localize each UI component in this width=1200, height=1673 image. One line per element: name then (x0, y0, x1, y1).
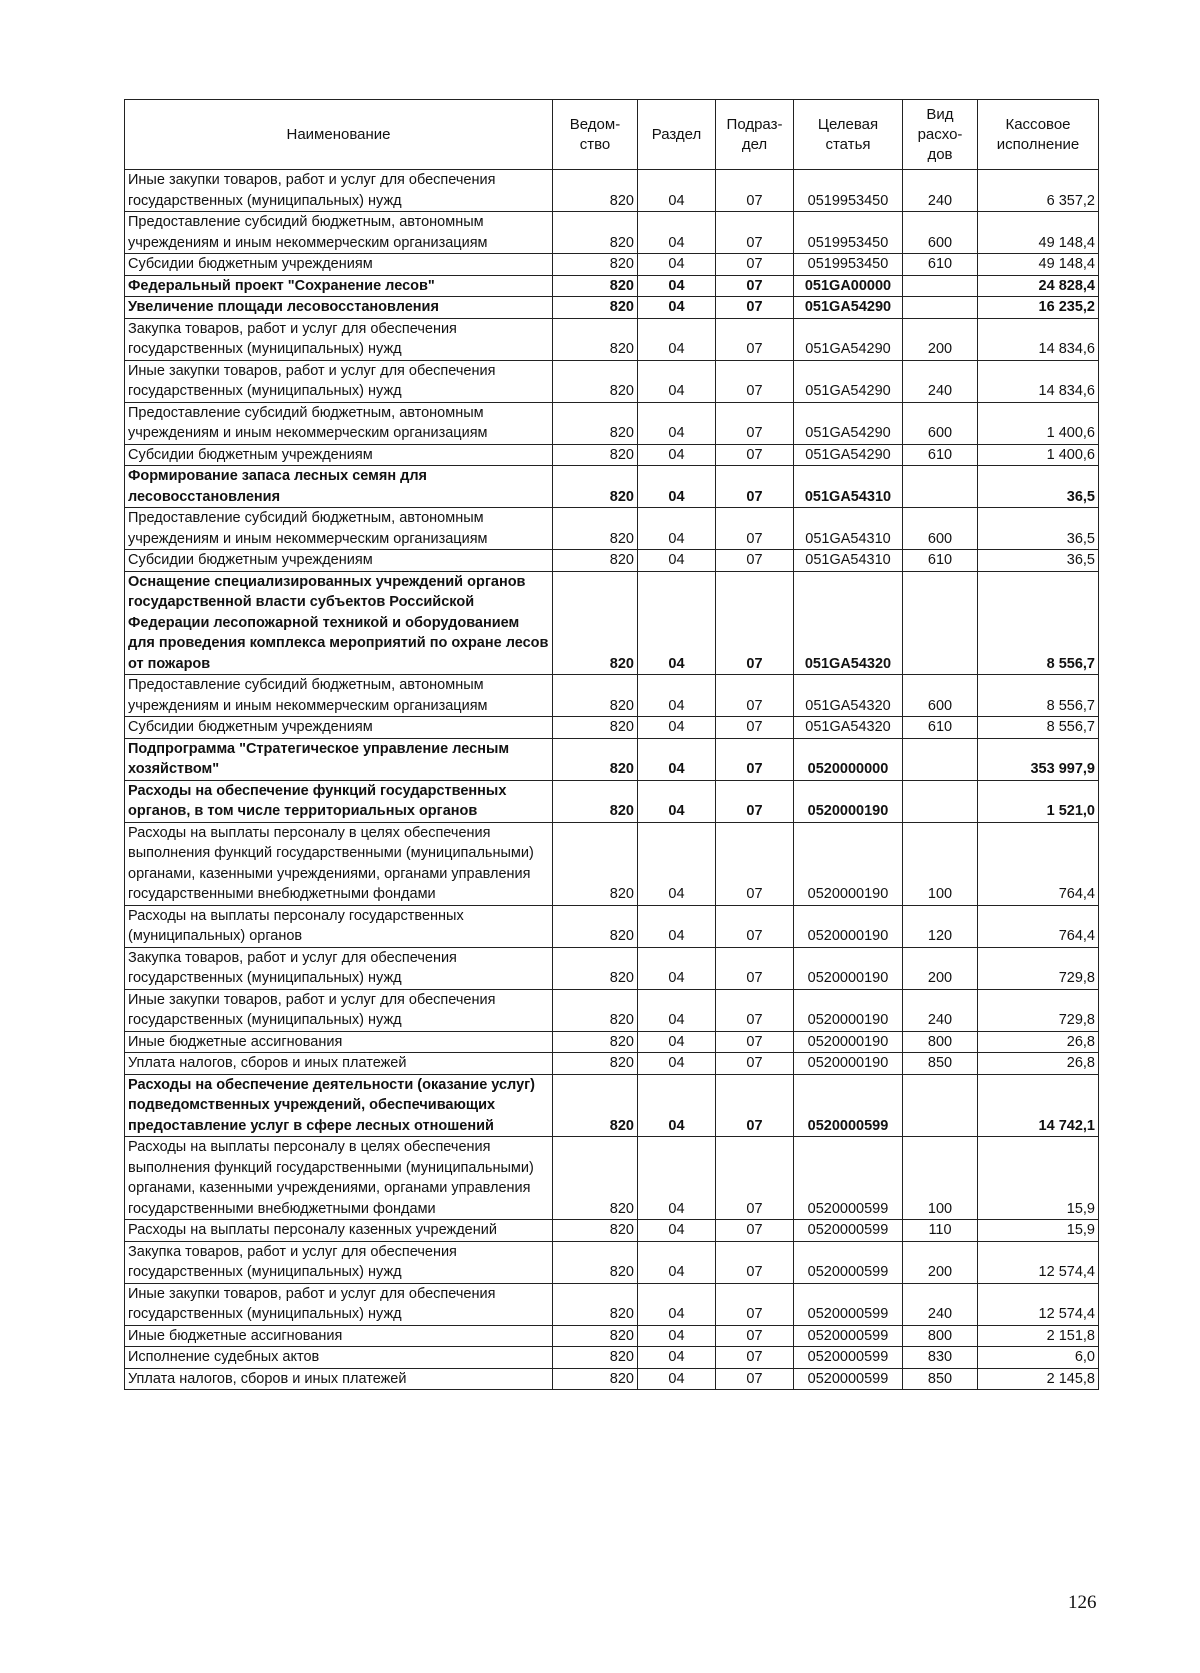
cell-podrazdel: 07 (716, 1053, 794, 1075)
cell-podrazdel: 07 (716, 360, 794, 402)
cell-vid: 240 (903, 360, 978, 402)
cell-kassa: 49 148,4 (978, 254, 1099, 276)
cell-name: Субсидии бюджетным учреждениям (125, 444, 553, 466)
cell-statya: 051GA54320 (794, 571, 903, 675)
header-name: Наименование (125, 100, 553, 170)
table-row (125, 780, 1099, 822)
cell-vid: 600 (903, 402, 978, 444)
cell-vid (903, 1074, 978, 1137)
cell-ved: 820 (553, 675, 638, 717)
cell-vid: 600 (903, 675, 978, 717)
cell-razdel: 04 (638, 550, 716, 572)
cell-podrazdel: 07 (716, 508, 794, 550)
cell-podrazdel: 07 (716, 1074, 794, 1137)
table-row (125, 318, 1099, 360)
cell-podrazdel: 07 (716, 297, 794, 319)
cell-razdel: 04 (638, 1241, 716, 1283)
table-row (125, 297, 1099, 319)
cell-ved: 820 (553, 1368, 638, 1390)
cell-vid: 600 (903, 212, 978, 254)
header-razdel: Раздел (638, 100, 716, 170)
cell-vid (903, 466, 978, 508)
header-statya: Целевая статья (794, 100, 903, 170)
cell-razdel: 04 (638, 947, 716, 989)
cell-statya: 051GA54310 (794, 466, 903, 508)
cell-ved: 820 (553, 360, 638, 402)
cell-kassa: 26,8 (978, 1053, 1099, 1075)
table-row (125, 905, 1099, 947)
cell-razdel: 04 (638, 1283, 716, 1325)
table-row (125, 254, 1099, 276)
cell-vid: 610 (903, 717, 978, 739)
cell-name: Увеличение площади лесовосстановления (125, 297, 553, 319)
cell-statya: 051GA54320 (794, 675, 903, 717)
cell-name: Иные бюджетные ассигнования (125, 1031, 553, 1053)
cell-kassa: 1 400,6 (978, 444, 1099, 466)
cell-name: Исполнение судебных актов (125, 1347, 553, 1369)
cell-statya: 0520000599 (794, 1325, 903, 1347)
cell-podrazdel: 07 (716, 1368, 794, 1390)
cell-podrazdel: 07 (716, 444, 794, 466)
cell-kassa: 729,8 (978, 947, 1099, 989)
cell-vid: 240 (903, 1283, 978, 1325)
cell-statya: 0520000599 (794, 1347, 903, 1369)
cell-name: Иные закупки товаров, работ и услуг для обеспечения государственных (муниципальных) нужд (125, 1283, 553, 1325)
table-row (125, 822, 1099, 905)
cell-razdel: 04 (638, 1031, 716, 1053)
cell-name: Уплата налогов, сборов и иных платежей (125, 1053, 553, 1075)
cell-vid: 110 (903, 1220, 978, 1242)
cell-kassa: 26,8 (978, 1031, 1099, 1053)
cell-kassa: 764,4 (978, 905, 1099, 947)
cell-name: Предоставление субсидий бюджетным, автономным учреждениям и иным некоммерческим организациям (125, 508, 553, 550)
cell-kassa: 729,8 (978, 989, 1099, 1031)
cell-vid: 610 (903, 444, 978, 466)
cell-kassa: 6 357,2 (978, 170, 1099, 212)
cell-razdel: 04 (638, 444, 716, 466)
cell-statya: 0520000190 (794, 1031, 903, 1053)
cell-podrazdel: 07 (716, 905, 794, 947)
cell-podrazdel: 07 (716, 275, 794, 297)
header-podrazdel: Подраз- дел (716, 100, 794, 170)
cell-name: Расходы на выплаты персоналу в целях обеспечения выполнения функций государственными (муниципальными) органами, казенными учреждениями, органами управления государственными внебюджетными фондами (125, 1137, 553, 1220)
cell-razdel: 04 (638, 1053, 716, 1075)
cell-ved: 820 (553, 508, 638, 550)
cell-kassa: 14 742,1 (978, 1074, 1099, 1137)
cell-statya: 0519953450 (794, 254, 903, 276)
cell-ved: 820 (553, 318, 638, 360)
cell-kassa: 24 828,4 (978, 275, 1099, 297)
cell-ved: 820 (553, 1241, 638, 1283)
cell-podrazdel: 07 (716, 466, 794, 508)
cell-ved: 820 (553, 444, 638, 466)
cell-ved: 820 (553, 905, 638, 947)
cell-podrazdel: 07 (716, 402, 794, 444)
cell-razdel: 04 (638, 170, 716, 212)
budget-execution-table (124, 99, 1099, 1390)
cell-ved: 820 (553, 550, 638, 572)
table-row (125, 1347, 1099, 1369)
cell-vid: 200 (903, 947, 978, 989)
cell-razdel: 04 (638, 1220, 716, 1242)
table-row (125, 1368, 1099, 1390)
cell-vid: 200 (903, 1241, 978, 1283)
cell-name: Предоставление субсидий бюджетным, автономным учреждениям и иным некоммерческим организациям (125, 675, 553, 717)
cell-ved: 820 (553, 1074, 638, 1137)
cell-vid: 850 (903, 1368, 978, 1390)
cell-kassa: 8 556,7 (978, 675, 1099, 717)
cell-name: Предоставление субсидий бюджетным, автономным учреждениям и иным некоммерческим организациям (125, 402, 553, 444)
cell-razdel: 04 (638, 1368, 716, 1390)
table-row (125, 1031, 1099, 1053)
cell-podrazdel: 07 (716, 1220, 794, 1242)
cell-vid: 240 (903, 170, 978, 212)
table-row (125, 1137, 1099, 1220)
cell-vid: 850 (903, 1053, 978, 1075)
cell-ved: 820 (553, 738, 638, 780)
table-row (125, 360, 1099, 402)
cell-podrazdel: 07 (716, 822, 794, 905)
cell-razdel: 04 (638, 780, 716, 822)
cell-podrazdel: 07 (716, 780, 794, 822)
page-number: 126 (1068, 1592, 1097, 1613)
cell-statya: 0520000000 (794, 738, 903, 780)
table-row (125, 508, 1099, 550)
cell-kassa: 14 834,6 (978, 360, 1099, 402)
table-row (125, 675, 1099, 717)
table-row (125, 550, 1099, 572)
cell-statya: 051GA54290 (794, 402, 903, 444)
cell-vid: 120 (903, 905, 978, 947)
table-header (125, 100, 1099, 170)
cell-podrazdel: 07 (716, 170, 794, 212)
cell-kassa: 15,9 (978, 1137, 1099, 1220)
cell-name: Иные бюджетные ассигнования (125, 1325, 553, 1347)
cell-name: Расходы на обеспечение функций государственных органов, в том числе территориальных органов (125, 780, 553, 822)
cell-statya: 0520000599 (794, 1137, 903, 1220)
cell-vid: 200 (903, 318, 978, 360)
cell-ved: 820 (553, 466, 638, 508)
cell-statya: 0520000190 (794, 905, 903, 947)
cell-statya: 0520000599 (794, 1368, 903, 1390)
cell-statya: 051GA00000 (794, 275, 903, 297)
cell-vid (903, 297, 978, 319)
cell-name: Закупка товаров, работ и услуг для обеспечения государственных (муниципальных) нужд (125, 318, 553, 360)
cell-razdel: 04 (638, 1347, 716, 1369)
cell-name: Подпрограмма "Стратегическое управление лесным хозяйством" (125, 738, 553, 780)
cell-vid: 100 (903, 1137, 978, 1220)
cell-podrazdel: 07 (716, 571, 794, 675)
cell-kassa: 764,4 (978, 822, 1099, 905)
cell-vid: 610 (903, 550, 978, 572)
cell-razdel: 04 (638, 571, 716, 675)
cell-podrazdel: 07 (716, 1031, 794, 1053)
cell-kassa: 14 834,6 (978, 318, 1099, 360)
cell-name: Расходы на выплаты персоналу в целях обеспечения выполнения функций государственными (муниципальными) органами, казенными учреждениями, органами управления государственными внебюджетными фондами (125, 822, 553, 905)
cell-razdel: 04 (638, 254, 716, 276)
cell-ved: 820 (553, 947, 638, 989)
cell-kassa: 16 235,2 (978, 297, 1099, 319)
cell-statya: 051GA54290 (794, 318, 903, 360)
cell-kassa: 15,9 (978, 1220, 1099, 1242)
cell-razdel: 04 (638, 466, 716, 508)
cell-statya: 051GA54310 (794, 550, 903, 572)
cell-name: Расходы на обеспечение деятельности (оказание услуг) подведомственных учреждений, обеспечивающих предоставление услуг в сфере лесных отношений (125, 1074, 553, 1137)
cell-razdel: 04 (638, 318, 716, 360)
cell-name: Оснащение специализированных учреждений органов государственной власти субъектов Российской Федерации лесопожарной техникой и оборудованием для проведения комплекса мероприятий по охране лесов от пожаров (125, 571, 553, 675)
table-row (125, 402, 1099, 444)
cell-ved: 820 (553, 1283, 638, 1325)
table-row (125, 466, 1099, 508)
cell-razdel: 04 (638, 212, 716, 254)
cell-ved: 820 (553, 1220, 638, 1242)
table-body (125, 170, 1099, 1390)
cell-kassa: 36,5 (978, 466, 1099, 508)
cell-ved: 820 (553, 1137, 638, 1220)
cell-kassa: 12 574,4 (978, 1241, 1099, 1283)
cell-statya: 0520000599 (794, 1283, 903, 1325)
cell-statya: 0520000190 (794, 989, 903, 1031)
table-row (125, 571, 1099, 675)
cell-statya: 0520000190 (794, 947, 903, 989)
cell-razdel: 04 (638, 402, 716, 444)
cell-name: Иные закупки товаров, работ и услуг для обеспечения государственных (муниципальных) нужд (125, 989, 553, 1031)
cell-statya: 0520000599 (794, 1241, 903, 1283)
cell-podrazdel: 07 (716, 1325, 794, 1347)
cell-statya: 051GA54290 (794, 444, 903, 466)
cell-razdel: 04 (638, 1074, 716, 1137)
cell-podrazdel: 07 (716, 318, 794, 360)
cell-kassa: 2 151,8 (978, 1325, 1099, 1347)
cell-podrazdel: 07 (716, 212, 794, 254)
cell-name: Расходы на выплаты персоналу казенных учреждений (125, 1220, 553, 1242)
cell-ved: 820 (553, 989, 638, 1031)
cell-razdel: 04 (638, 675, 716, 717)
table-row (125, 947, 1099, 989)
cell-podrazdel: 07 (716, 717, 794, 739)
cell-name: Субсидии бюджетным учреждениям (125, 254, 553, 276)
cell-podrazdel: 07 (716, 947, 794, 989)
cell-vid: 610 (903, 254, 978, 276)
cell-kassa: 8 556,7 (978, 717, 1099, 739)
cell-name: Субсидии бюджетным учреждениям (125, 550, 553, 572)
header-ved: Ведом- ство (553, 100, 638, 170)
cell-vid (903, 275, 978, 297)
cell-statya: 0519953450 (794, 170, 903, 212)
cell-name: Закупка товаров, работ и услуг для обеспечения государственных (муниципальных) нужд (125, 947, 553, 989)
table-row (125, 1053, 1099, 1075)
cell-ved: 820 (553, 275, 638, 297)
cell-vid: 100 (903, 822, 978, 905)
cell-ved: 820 (553, 254, 638, 276)
table-row (125, 444, 1099, 466)
cell-vid (903, 738, 978, 780)
cell-podrazdel: 07 (716, 1241, 794, 1283)
cell-statya: 051GA54310 (794, 508, 903, 550)
cell-razdel: 04 (638, 508, 716, 550)
cell-name: Иные закупки товаров, работ и услуг для обеспечения государственных (муниципальных) нужд (125, 170, 553, 212)
header-vid: Вид расхо- дов (903, 100, 978, 170)
cell-ved: 820 (553, 780, 638, 822)
table-row (125, 1283, 1099, 1325)
cell-ved: 820 (553, 1031, 638, 1053)
cell-kassa: 49 148,4 (978, 212, 1099, 254)
cell-podrazdel: 07 (716, 550, 794, 572)
cell-statya: 0520000190 (794, 822, 903, 905)
table-row (125, 989, 1099, 1031)
table-row (125, 212, 1099, 254)
cell-razdel: 04 (638, 989, 716, 1031)
table-row (125, 170, 1099, 212)
cell-razdel: 04 (638, 1325, 716, 1347)
cell-statya: 051GA54290 (794, 360, 903, 402)
table-row (125, 275, 1099, 297)
cell-kassa: 353 997,9 (978, 738, 1099, 780)
table-row (125, 1074, 1099, 1137)
cell-vid: 800 (903, 1325, 978, 1347)
cell-vid: 830 (903, 1347, 978, 1369)
cell-razdel: 04 (638, 297, 716, 319)
cell-ved: 820 (553, 1053, 638, 1075)
cell-razdel: 04 (638, 738, 716, 780)
cell-statya: 051GA54320 (794, 717, 903, 739)
cell-ved: 820 (553, 717, 638, 739)
cell-kassa: 36,5 (978, 508, 1099, 550)
cell-podrazdel: 07 (716, 738, 794, 780)
cell-razdel: 04 (638, 360, 716, 402)
table-row (125, 1241, 1099, 1283)
table-row (125, 717, 1099, 739)
cell-vid: 240 (903, 989, 978, 1031)
cell-razdel: 04 (638, 275, 716, 297)
cell-vid: 600 (903, 508, 978, 550)
cell-kassa: 1 400,6 (978, 402, 1099, 444)
cell-podrazdel: 07 (716, 989, 794, 1031)
cell-podrazdel: 07 (716, 1347, 794, 1369)
cell-ved: 820 (553, 571, 638, 675)
cell-name: Расходы на выплаты персоналу государственных (муниципальных) органов (125, 905, 553, 947)
cell-razdel: 04 (638, 905, 716, 947)
cell-kassa: 1 521,0 (978, 780, 1099, 822)
cell-statya: 051GA54290 (794, 297, 903, 319)
cell-name: Субсидии бюджетным учреждениям (125, 717, 553, 739)
cell-podrazdel: 07 (716, 254, 794, 276)
cell-name: Формирование запаса лесных семян для лесовосстановления (125, 466, 553, 508)
cell-name: Предоставление субсидий бюджетным, автономным учреждениям и иным некоммерческим организациям (125, 212, 553, 254)
cell-podrazdel: 07 (716, 675, 794, 717)
cell-vid: 800 (903, 1031, 978, 1053)
cell-name: Федеральный проект "Сохранение лесов" (125, 275, 553, 297)
cell-statya: 0520000599 (794, 1074, 903, 1137)
cell-razdel: 04 (638, 1137, 716, 1220)
cell-name: Иные закупки товаров, работ и услуг для обеспечения государственных (муниципальных) нужд (125, 360, 553, 402)
cell-statya: 0520000599 (794, 1220, 903, 1242)
cell-kassa: 12 574,4 (978, 1283, 1099, 1325)
cell-ved: 820 (553, 402, 638, 444)
cell-ved: 820 (553, 170, 638, 212)
cell-name: Закупка товаров, работ и услуг для обеспечения государственных (муниципальных) нужд (125, 1241, 553, 1283)
cell-kassa: 36,5 (978, 550, 1099, 572)
cell-ved: 820 (553, 1325, 638, 1347)
cell-kassa: 8 556,7 (978, 571, 1099, 675)
cell-vid (903, 780, 978, 822)
cell-ved: 820 (553, 297, 638, 319)
cell-razdel: 04 (638, 717, 716, 739)
cell-razdel: 04 (638, 822, 716, 905)
cell-statya: 0520000190 (794, 780, 903, 822)
cell-ved: 820 (553, 1347, 638, 1369)
header-kassa: Кассовое исполнение (978, 100, 1099, 170)
table-row (125, 738, 1099, 780)
cell-podrazdel: 07 (716, 1137, 794, 1220)
cell-statya: 0519953450 (794, 212, 903, 254)
table-row (125, 1220, 1099, 1242)
cell-kassa: 2 145,8 (978, 1368, 1099, 1390)
cell-name: Уплата налогов, сборов и иных платежей (125, 1368, 553, 1390)
cell-kassa: 6,0 (978, 1347, 1099, 1369)
cell-podrazdel: 07 (716, 1283, 794, 1325)
cell-ved: 820 (553, 212, 638, 254)
cell-ved: 820 (553, 822, 638, 905)
cell-vid (903, 571, 978, 675)
cell-statya: 0520000190 (794, 1053, 903, 1075)
table-row (125, 1325, 1099, 1347)
